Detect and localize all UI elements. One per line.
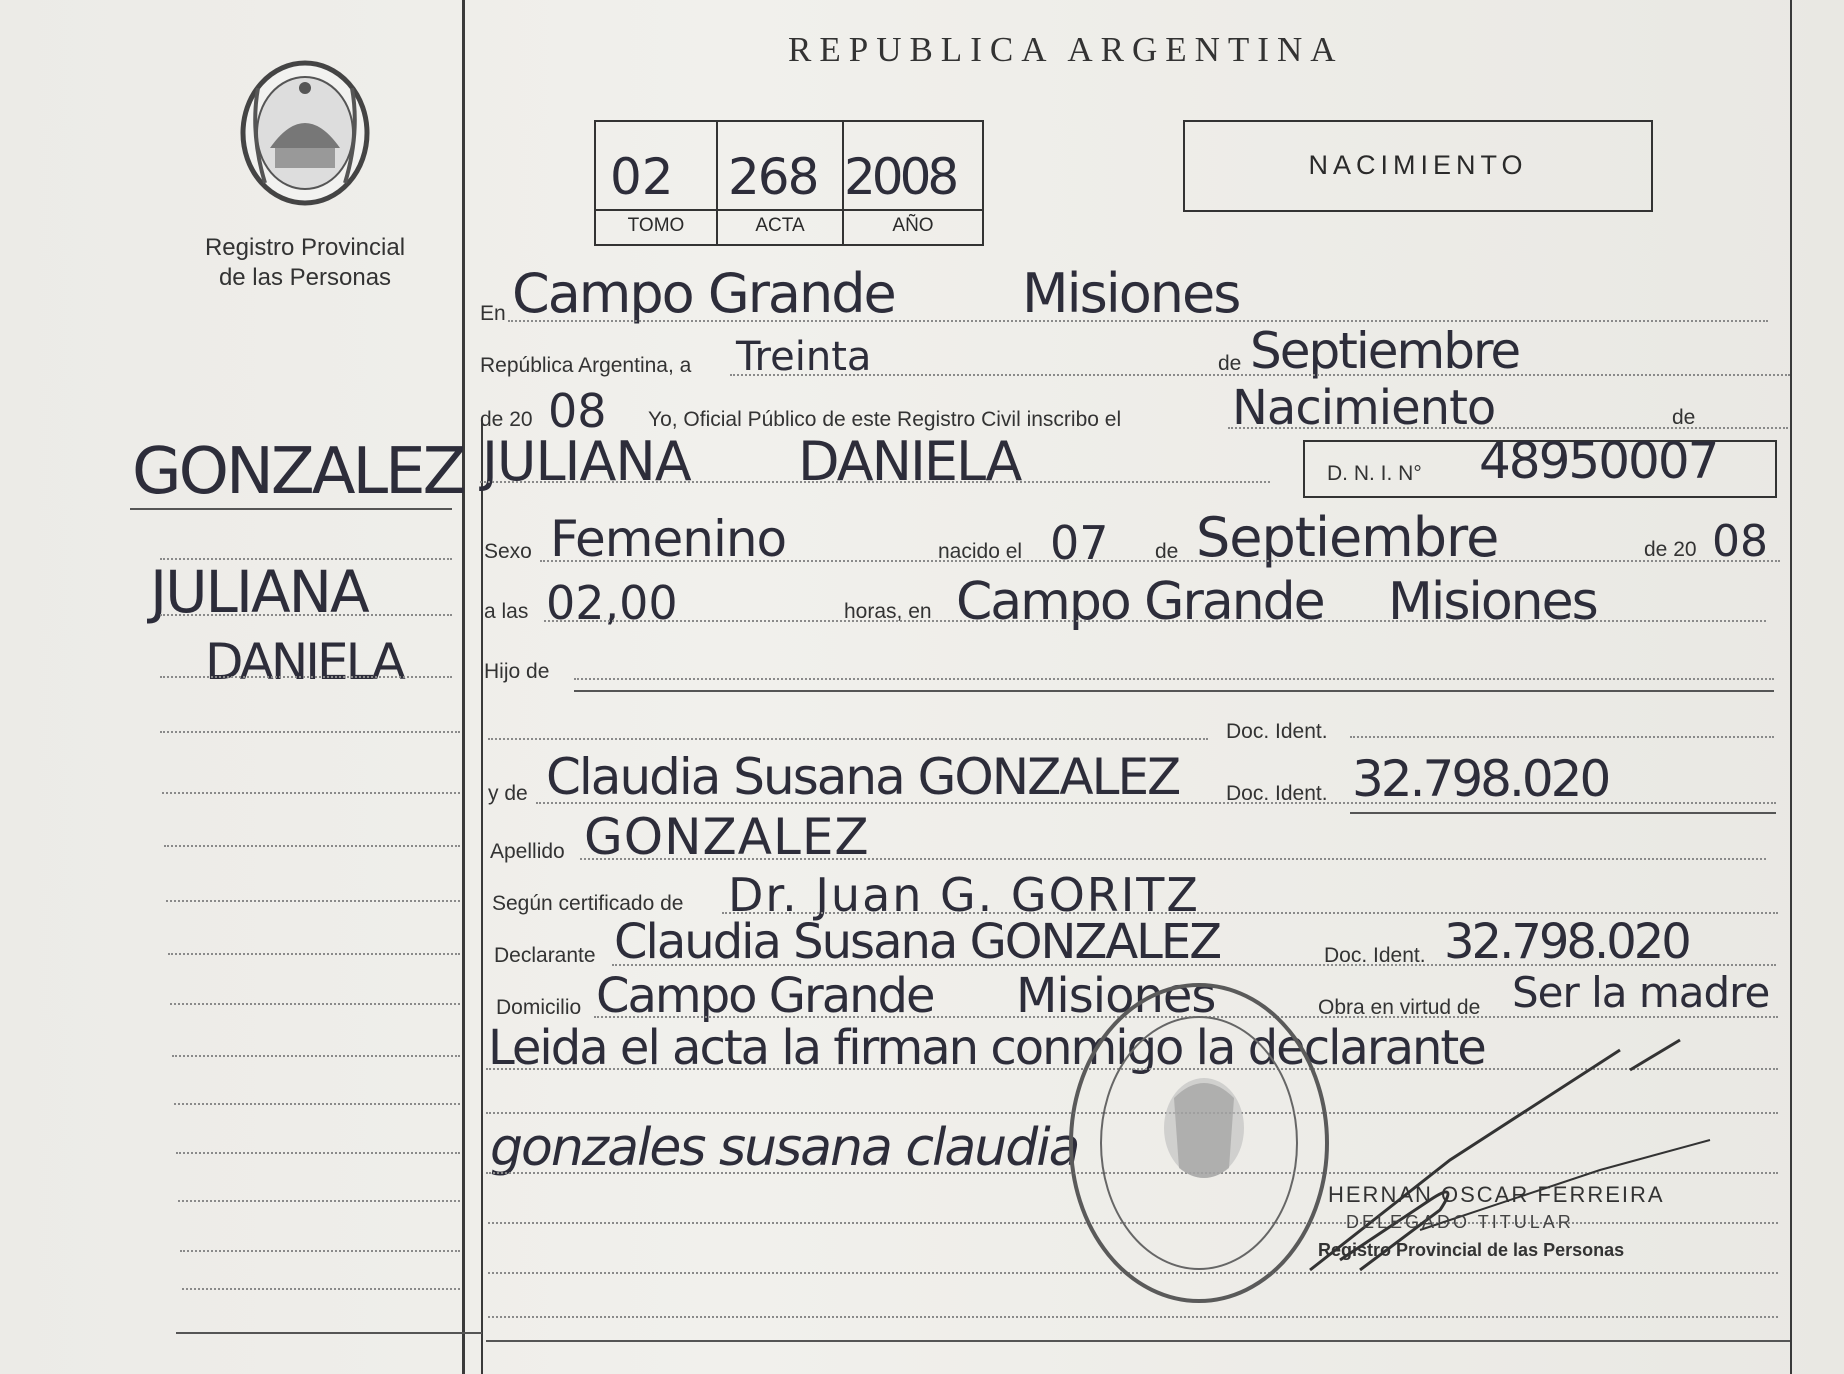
registry-name-line1: Registro Provincial [204,234,406,261]
margin-rule-1 [130,508,452,510]
dni-value: 48950007 [1479,432,1718,490]
rule-7 [488,1316,1778,1318]
official-name: HERNAN OSCAR FERREIRA [1328,1182,1665,1207]
dni-label: D. N. I. N° [1327,462,1422,485]
lugar-value2: Misiones [1388,572,1597,632]
nacido-dia: 07 [1050,516,1109,570]
nota-line1: Leida el acta la firman conmigo la declarante [488,1020,1485,1076]
en-line [508,320,1768,322]
domicilio-value2: Misiones [1016,968,1216,1024]
lugar-value: Campo Grande [956,572,1324,632]
act-type-box [1183,120,1653,212]
anio-label: AÑO [892,215,934,236]
bottom-rule [486,1340,1790,1342]
apellido-label: Apellido [490,840,565,863]
margin-name1: JULIANA [150,558,368,626]
en-label: En [480,302,506,325]
doc-label2: Doc. Ident. [1226,782,1328,805]
nacido-anio: 08 [1712,516,1768,567]
oficial-text: Yo, Oficial Público de este Registro Civil inscribo el [648,408,1122,431]
firma-declarante: gonzales susana claudia [490,1118,1079,1178]
country-title: REPUBLICA ARGENTINA [788,30,1344,69]
registry-name-line2: de las Personas [218,264,392,291]
declarante-line [612,964,1776,966]
tomo-label: TOMO [627,215,685,236]
madre-line-2 [1350,812,1776,814]
doc1-line [1350,736,1774,738]
act-type-text: NACIMIENTO [1308,150,1528,180]
margin-name2: DANIELA [205,633,403,691]
dni-box [1303,432,1777,498]
official-office: Registro Provincial de las Personas [1318,1240,1625,1260]
madre-line [536,802,1776,804]
margin-surname: GONZALEZ [132,435,464,509]
obra-label: Obra en virtud de [1318,996,1481,1019]
declarante-label: Declarante [494,944,596,967]
tomo-value: 02 [610,148,674,206]
sexo-label: Sexo [484,540,532,563]
act-number-box [594,120,984,246]
segun-label: Según certificado de [492,892,684,915]
fecha-line [730,374,1790,376]
padre-line [488,738,1208,740]
nacido-anio-prefix: de 20 [1644,538,1697,561]
anio-value: 2008 [844,148,956,206]
mes-value: Septiembre [1250,322,1520,380]
acta-label: ACTA [755,215,805,236]
doc-label1: Doc. Ident. [1226,720,1328,743]
anio-prefix: de 20 [480,408,533,431]
declarante-doc: 32.798.020 [1444,914,1689,970]
madre-value: Claudia Susana GONZALEZ [546,748,1180,806]
madre-doc: 32.798.020 [1352,750,1609,808]
declarante-value: Claudia Susana GONZALEZ [614,914,1221,970]
inscripcion-line [1228,427,1788,429]
nacido-label: nacido el [938,540,1023,563]
domicilio-label: Domicilio [496,996,582,1019]
medico-value: Dr. Juan G. GORITZ [728,868,1200,922]
hijo-label: Hijo de [484,660,550,683]
official-title: DELEGADO TITULAR [1346,1212,1574,1232]
anio-value-form: 08 [548,384,607,438]
hora-value: 02,00 [546,576,678,630]
right-border-line [1790,0,1792,1374]
acta-value: 268 [728,148,818,206]
obra-value: Ser la madre [1512,968,1770,1017]
en-value2: Misiones [1022,262,1240,325]
domicilio-value: Campo Grande [596,968,934,1024]
tipo-value: Nacimiento [1232,380,1496,436]
left-border-line [462,0,465,1374]
official-stamp-icon [1064,978,1334,1308]
republica-label: República Argentina, a [480,354,692,377]
yde-label: y de [488,782,528,805]
nacimiento-line [540,560,1780,562]
dia-value: Treinta [736,334,872,380]
en-value: Campo Grande [512,262,895,325]
hijo-line-2 [574,690,1774,692]
provincial-seal-icon [230,58,380,208]
margin-border-line [481,420,483,1374]
hijo-line [574,678,1774,680]
nombre-line [480,481,1270,483]
horas-label: horas, en [844,600,932,623]
nacido-mes: Septiembre [1196,506,1499,569]
apellido-line [580,858,1766,860]
apellido-value: GONZALEZ [584,808,870,866]
sexo-value: Femenino [550,510,787,568]
alas-label: a las [484,600,529,623]
hora-lugar-line [544,620,1766,622]
nombre-value1: JULIANA [482,430,691,493]
de-label: de [1218,352,1242,375]
de-label3: de [1155,540,1179,563]
doc-label3: Doc. Ident. [1324,944,1426,967]
de-label2: de [1672,406,1696,429]
nombre-value2: DANIELA [798,430,1021,493]
